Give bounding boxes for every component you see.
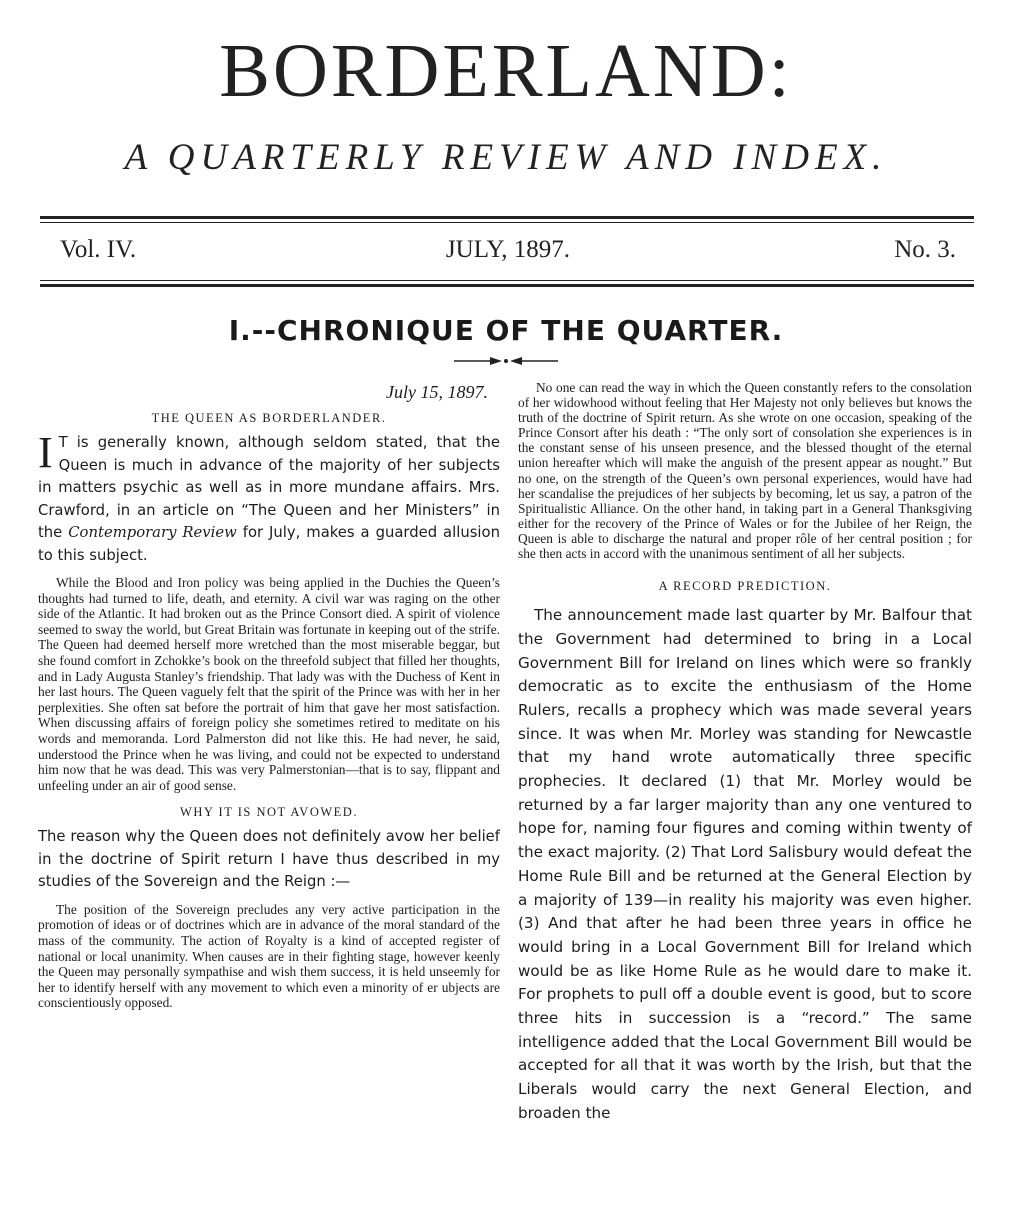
section-heading-prediction: A RECORD PREDICTION. [658,579,832,594]
section-heading-queen: THE QUEEN AS BORDERLANDER. [151,411,387,425]
top-rule-thin [40,222,974,223]
dateline: July 15, 1897. [386,382,488,402]
bottom-rule-thick [40,284,974,287]
lead-text-b: for July, makes a guarded allusion to this subject. [38,524,500,564]
volume-label: Vol. IV. [60,236,137,263]
lead-paragraph [38,428,500,567]
top-rule-thick [40,216,974,219]
bottom-rule-thin [40,280,974,281]
quote-sovereign: The position of the Sovereign precludes any very active participation in the promotion of ideas or of doctrines which are in advance of the moral standard of the mass of the community. The action of Royalty is a kind of accepted register of national or local unanimity. When causes are in their fighting stage, however keenly the Queen may personally sympathise and wish them success, it is held unseemly for her to identify herself with any movement to which even a minority of er ubjects are conscientiously opposed. [38,901,500,1011]
masthead-title: BORDERLAND: [219,29,793,113]
right-column [518,380,972,1126]
drop-cap: I [38,428,53,477]
left-column [38,380,500,1011]
paragraph-consolation: No one can read the way in which the Queen constantly refers to the consolation of her widowhood without feeling that Her Majesty not only believes but knows the truth of the doctrine of Spirit return. As she wrote on one occasion, speaking of the Prince Consort after his death : “The only sort of consolation she experiences is in the constant sense of his unseen presence, and the blessed thought of the eternal union hereafter which will make the anguish of the present appear as nought.” But no one, on the strength of the Queen’s own personal experiences, would have had her scandalise the prejudices of her subjects by becoming, let us say, a patron of the Spiritualistic Alliance. On the other hand, in taking part in a General Thanksgiving either for the recovery of the Prince of Wales or for the Jubilee of her Reign, the Queen is able to discharge the natural and proper rôle of her central position ; for she then acts in accord with the unanimous sentiment of all her subjects. [518,380,972,562]
masthead-subtitle: A QUARTERLY REVIEW AND INDEX. [124,137,888,178]
paragraph-reason: The reason why the Queen does not definitely avow her belief in the doctrine of Spirit return I have thus described in my studies of the Sovereign and the Reign :— [38,828,500,891]
issue-date: JULY, 1897. [445,236,571,263]
section-heading-not-avowed: WHY IT IS NOT AVOWED. [180,805,358,820]
article-title: I.--CHRONIQUE OF THE QUARTER. [228,314,784,347]
lead-italic: Contemporary Review [68,524,237,541]
issue-number: No. 3. [894,236,956,263]
ornament-divider [454,355,558,367]
quote-crawford: While the Blood and Iron policy was being applied in the Duchies the Queen’s thoughts had turned to life, death, and eternity. A civil war was raging on the other side of the Atlantic. It had broken out as the Prince Consort died. A spirit of violence seemed to sway the world, but Great Britain was fortunate in keeping out of the strife. The Queen had deemed herself more wretched than the most miserable beggar, but she found comfort in Zchokke’s book on the threefold subject that filled her thoughts, and in Lady Augusta Stanley’s friendship. That lady was with the Duchess of Kent in her last hours. The Queen vaguely felt that the spirit of the Prince was with her in her perplexities. She often sat before the portrait of him that gave her most satisfaction. When discussing affairs of foreign policy she sometimes retired to meditate on his words and memoranda. Lord Palmerston did not like this. He had never, he said, understood the Prince when he was living, and could not be expected to understand him now that he was dead. This was very Palmerstonian—that is to say, flippant and unfeeling under an air of good sense. [38,575,500,793]
lead-text-a: T is generally known, although seldom stated, that the Queen is much in advance of the majority of her subjects in matters psychic as well as in more mundane affairs. Mrs. Crawford, in an article on “The Queen and her Ministers” in the [38,434,500,541]
issue-row [60,236,956,272]
paragraph-prediction: The announcement made last quarter by Mr. Balfour that the Government had determined to bring in a Local Government Bill for Ireland on lines which were so frankly democratic as to excite the enthusiasm of the Home Rulers, recalls a prophecy which was made several years since. It was when Mr. Morley was standing for Newcastle that my hand wrote automatically three specific prophecies. It declared (1) that Mr. Morley would be returned by a far larger majority than any one ventured to hope for, naming four figures and coming within twenty of the exact majority. (2) That Lord Salisbury would defeat the Home Rule Bill and be returned at the General Election by a majority of 139—in reality his majority was even higher. (3) And that after he had been three years in office he would bring in a Local Government Bill for Ireland which would be as like Home Rule as he would dare to make it. For prophets to pull off a double event is good, but to score three hits in succession is a “record.” The same intelligence added that the Local Government Bill would be accepted for all that it was worth by the Irish, but that the Liberals would carry the next General Election, and broaden the [518,606,972,1122]
